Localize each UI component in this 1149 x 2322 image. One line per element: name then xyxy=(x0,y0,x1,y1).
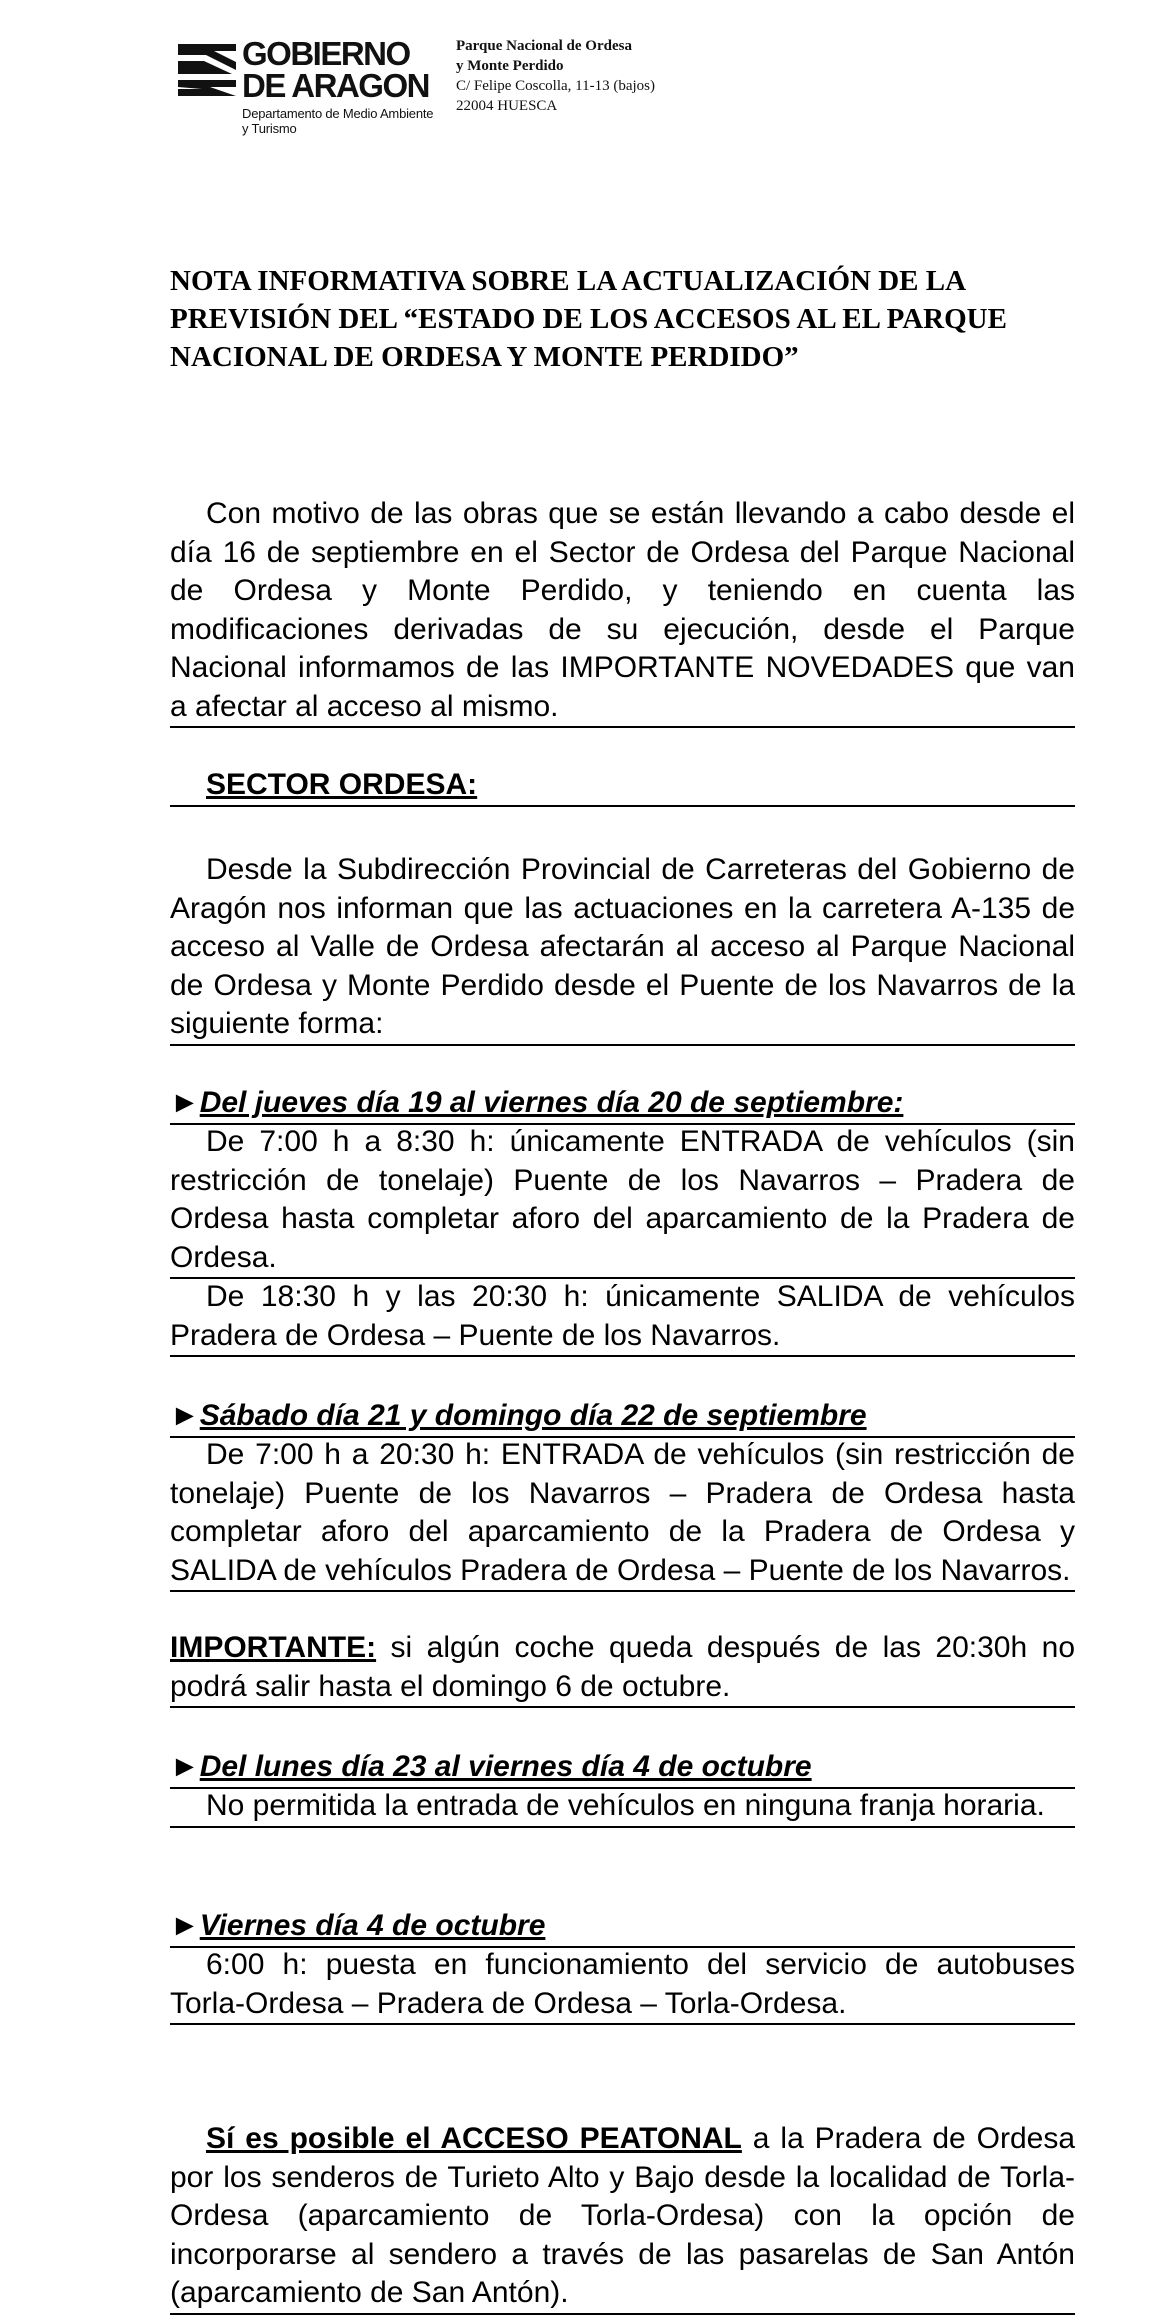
logo-dept-line-1: Departamento de Medio Ambiente xyxy=(242,106,434,121)
sector-paragraph: Desde la Subdirección Provincial de Carreteras del Gobierno de Aragón nos informan que las actuaciones en la carretera A-135 de acceso al Valle de Ordesa afectarán al acceso al Parque Nacional de Ordesa y Monte Perdido desde el Puente de los Navarros de la siguiente forma: xyxy=(170,851,1075,1046)
period-3-heading xyxy=(170,1748,1075,1789)
period-2-text-1: De 7:00 h a 20:30 h: ENTRADA de vehículos (sin restricción de tonelaje) Puente de los Navarros – Pradera de Ordesa hasta completar aforo del aparcamiento de la Pradera de Ordesa y SALIDA de vehículos Pradera de Ordesa – Puente de los Navarros. xyxy=(170,1436,1075,1592)
period-1-heading xyxy=(170,1084,1075,1125)
sector-heading-text: SECTOR ORDESA: xyxy=(206,768,478,801)
pedestrian-label: Sí es posible el ACCESO PEATONAL xyxy=(206,2122,742,2155)
arrow-icon: ► xyxy=(170,1909,200,1942)
period-1-text-2: De 18:30 h y las 20:30 h: únicamente SALIDA de vehículos Pradera de Ordesa – Puente de los Navarros. xyxy=(170,1278,1075,1357)
period-2-heading xyxy=(170,1397,1075,1438)
period-4-text: 6:00 h: puesta en funcionamiento del servicio de autobuses Torla-Ordesa – Pradera de Ordesa – Torla-Ordesa. xyxy=(170,1946,1075,2025)
period-4-heading xyxy=(170,1907,1075,1948)
address-line-3: C/ Felipe Coscolla, 11-13 (bajos) xyxy=(456,78,655,94)
document-title: NOTA INFORMATIVA SOBRE LA ACTUALIZACIÓN DE LA PREVISIÓN DEL “ESTADO DE LOS ACCESOS AL EL PARQUE NACIONAL DE ORDESA Y MONTE PERDIDO” xyxy=(170,265,1007,373)
period-4-heading-text: Viernes día 4 de octubre xyxy=(199,1909,546,1942)
logo-line-2: DE ARAGON xyxy=(242,67,429,104)
logo-wordmark xyxy=(242,35,429,104)
pedestrian-text: a la Pradera de Ordesa por los senderos de Turieto Alto y Bajo desde la localidad de Torla-Ordesa (aparcamiento de Torla-Ordesa) con la opción de incorporarse al sendero a través de las pasarelas de San Antón (aparcamiento de San Antón). xyxy=(170,2122,1076,2309)
period-3-text: No permitida la entrada de vehículos en ninguna franja horaria. xyxy=(170,1787,1075,1828)
address-block xyxy=(456,36,655,116)
intro-paragraph: Con motivo de las obras que se están llevando a cabo desde el día 16 de septiembre en el Sector de Ordesa del Parque Nacional de Ordesa y Monte Perdido, y teniendo en cuenta las modificaciones derivadas de su ejecución, desde el Parque Nacional informamos de las IMPORTANTE NOVEDADES que van a afectar al acceso al mismo. xyxy=(170,495,1075,728)
pedestrian-paragraph xyxy=(170,2120,1075,2315)
address-line-4: 22004 HUESCA xyxy=(456,98,558,114)
important-text: si algún coche queda después de las 20:30h no podrá salir hasta el domingo 6 de octubre. xyxy=(170,1631,1075,1703)
period-1-text-1: De 7:00 h a 8:30 h: únicamente ENTRADA de vehículos (sin restricción de tonelaje) Puente de los Navarros – Pradera de Ordesa hasta completar aforo del aparcamiento de la Pradera de Ordesa. xyxy=(170,1123,1075,1279)
gobierno-aragon-logo xyxy=(176,35,458,142)
arrow-icon: ► xyxy=(170,1399,200,1432)
period-2-important xyxy=(170,1629,1075,1708)
arrow-icon: ► xyxy=(170,1750,200,1783)
sector-heading xyxy=(170,766,1075,807)
address-line-2: y Monte Perdido xyxy=(456,58,564,74)
period-3-heading-text: Del lunes día 23 al viernes día 4 de octubre xyxy=(199,1750,812,1783)
period-1-heading-text: Del jueves día 19 al viernes día 20 de septiembre: xyxy=(199,1086,904,1119)
logo-line-1: GOBIERNO xyxy=(242,35,410,72)
important-label: IMPORTANTE: xyxy=(170,1631,377,1664)
aragon-emblem-icon xyxy=(176,42,238,98)
period-2-heading-text: Sábado día 21 y domingo día 22 de septiembre xyxy=(199,1399,867,1432)
logo-dept-line-2: y Turismo xyxy=(242,121,297,136)
arrow-icon: ► xyxy=(170,1086,200,1119)
address-line-1: Parque Nacional de Ordesa xyxy=(456,38,632,54)
logo-department xyxy=(242,106,433,136)
